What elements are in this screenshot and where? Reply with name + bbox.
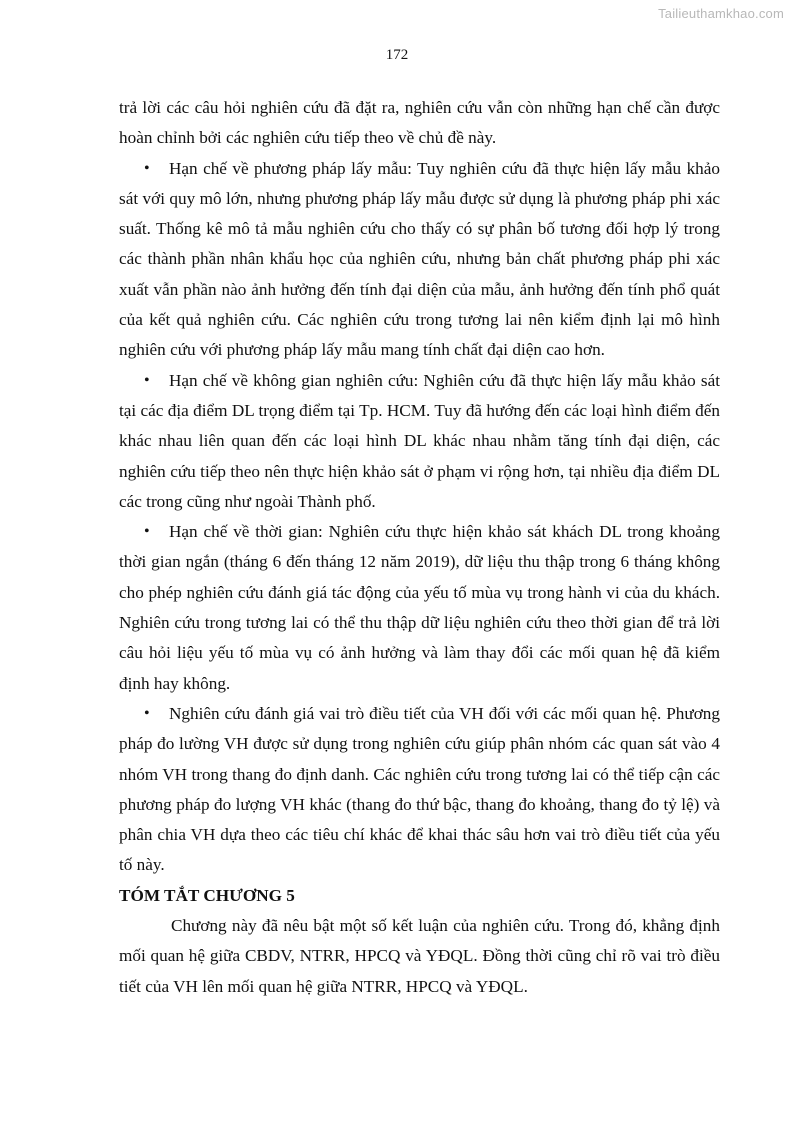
summary-paragraph: Chương này đã nêu bật một số kết luận của nghiên cứu. Trong đó, khẳng định mối quan hệ giữa CBDV, NTRR, HPCQ và YĐQL. Đồng thời cũng chỉ rõ vai trò điều tiết của VH lên mối quan hệ giữa NTRR, HPCQ và YĐQL. [119, 916, 720, 996]
list-item-text: Hạn chế về phương pháp lấy mẫu: Tuy nghiên cứu đã thực hiện lấy mẫu khảo sát với quy mô lớn, nhưng phương pháp lấy mẫu được sử dụng là phương pháp phi xác suất. Thống kê mô tả mẫu nghiên cứu cho thấy có sự phân bố tương đối hợp lý trong các thành phần nhân khẩu học của nghiên cứu, nhưng bản chất phương pháp phi xác xuất vẫn phần nào ảnh hưởng đến tính đại diện của mẫu, ảnh hưởng đến tính phổ quát của kết quả nghiên cứu. Các nghiên cứu trong tương lai nên kiểm định lại mô hình nghiên cứu với phương pháp lấy mẫu mang tính chất đại diện cao hơn. [119, 158, 720, 360]
limitations-list [119, 154, 720, 881]
list-item [119, 517, 720, 699]
list-item-text: Nghiên cứu đánh giá vai trò điều tiết của VH đối với các mối quan hệ. Phương pháp đo lường VH được sử dụng trong nghiên cứu giúp phân nhóm các quan sát vào 4 nhóm VH trong thang đo định danh. Các nghiên cứu trong tương lai có thể tiếp cận các phương pháp đo lượng VH khác (thang đo thứ bậc, thang đo khoảng, thang đo tỷ lệ) và phân chia VH dựa theo các tiêu chí khác để khai thác sâu hơn vai trò điều tiết của yếu tố này. [119, 703, 720, 875]
intro-paragraph: trả lời các câu hỏi nghiên cứu đã đặt ra, nghiên cứu vẫn còn những hạn chế cần được hoàn chỉnh bởi các nghiên cứu tiếp theo về chủ đề này. [119, 98, 720, 148]
list-item-text: Hạn chế về không gian nghiên cứu: Nghiên cứu đã thực hiện lấy mẫu khảo sát tại các địa điểm DL trọng điểm tại Tp. HCM. Tuy đã hướng đến các loại hình điểm đến khác nhau liên quan đến các loại hình DL khác nhau nhằm tăng tính đại diện, các nghiên cứu tiếp theo nên thực hiện khảo sát ở phạm vi rộng hơn, tại nhiều địa điểm DL các trong cũng như ngoài Thành phố. [119, 370, 720, 511]
chapter-summary-heading: TÓM TẮT CHƯƠNG 5 [119, 885, 295, 905]
list-item-text: Hạn chế về thời gian: Nghiên cứu thực hiện khảo sát khách DL trong khoảng thời gian ngắn (tháng 6 đến tháng 12 năm 2019), dữ liệu thu thập trong 6 tháng không cho phép nghiên cứu đánh giá tác động của yếu tố mùa vụ trong hành vi của du khách. Nghiên cứu trong tương lai có thể thu thập dữ liệu nghiên cứu theo thời gian để trả lời câu hỏi liệu yếu tố mùa vụ có ảnh hưởng và làm thay đổi các mối quan hệ đã kiểm định hay không. [119, 522, 720, 693]
list-item [119, 699, 720, 881]
page-number: 172 [385, 47, 409, 63]
list-item [119, 366, 720, 517]
watermark: Tailieuthamkhao.com [658, 6, 784, 21]
document-body [119, 93, 720, 1002]
list-item [119, 154, 720, 366]
